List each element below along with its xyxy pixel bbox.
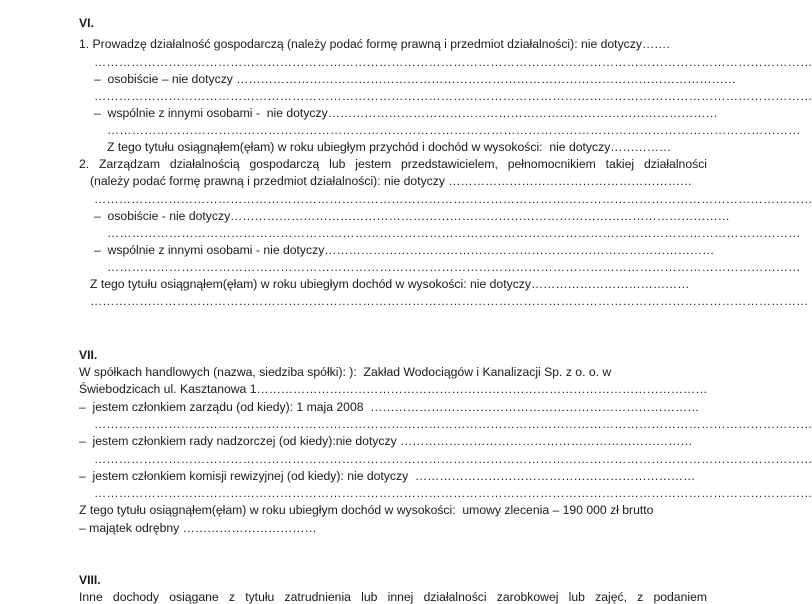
vii-income-line1: Z tego tytułu osiągnąłem(ęłam) w roku ubiegłym dochód w wysokości: umowy zlecenia – 190 000 zł brutto [79,503,654,517]
vi-q1-text: 1. Prowadzę działalność gospodarczą (należy podać formę prawną i przedmiot działalności): nie dotyczy……. [79,37,670,51]
vi-q2-osobiscie-dotted-line: …………………………………………………………………………………………………………………………………………………… [107,226,801,240]
vi-q2-income: Z tego tytułu osiągnąłem(ęłam) w roku ubiegłym dochód w wysokości: nie dotyczy………………………………… [90,277,690,291]
vi-q2-wspolnie: – wspólnie z innymi osobami - nie dotyczy…………………………………………………………………………………… [94,243,715,257]
vii-rada: – jestem członkiem rady nadzorczej (od kiedy):nie dotyczy ……………………………………………………………… [79,434,693,448]
vi-q2-text-line2: (należy podać formę prawną i przedmiot działalności): nie dotyczy …………………………………………………… [90,174,693,188]
section-vi-heading: VI. [79,16,94,30]
vi-q1-wspolnie: – wspólnie z innymi osobami - nie dotyczy…………………………………………………………………………………… [94,106,718,120]
vii-komisja-dotted-line: ………………………………………………………………………………………………………………………………………………………… [94,486,812,500]
vi-q2-dotted-line: ………………………………………………………………………………………………………………………………………………………… [94,192,812,206]
vii-komisja: – jestem członkiem komisji rewizyjnej (od kiedy): nie dotyczy …………………………………………………………… [79,469,696,483]
vi-q2-text-line1: 2. Zarządzam działalnością gospodarczą lub jestem przedstawicielem, pełnomocnikiem takiej działalności [79,157,707,171]
vi-q2-wspolnie-dotted-line: …………………………………………………………………………………………………………………………………………………… [107,260,801,274]
vii-rada-dotted-line: ………………………………………………………………………………………………………………………………………………………… [94,452,812,466]
vii-spolki-line2: Świebodzicach ul. Kasztanowa 1………………………………………………………………………………………………… [79,382,708,396]
vii-income-line2: – majątek odrębny …………………………… [79,521,317,535]
vii-spolki-line1: W spółkach handlowych (nazwa, siedziba spółki): ): Zakład Wodociągów i Kanalizacji Sp. z o. o. w [79,365,612,379]
viii-line1: Inne dochody osiągane z tytułu zatrudnienia lub innej działalności zarobkowej lub zajęć, z podaniem [79,590,707,604]
vi-q2-income-dotted-line: ………………………………………………………………………………………………………………………………………………………… [90,294,809,308]
vi-q1-dotted-line: ………………………………………………………………………………………………………………………………………………………… [94,55,812,69]
section-viii-heading: VIII. [79,573,101,587]
vi-q2-osobiscie: – osobiście - nie dotyczy…………………………………………………………………………………………………………… [94,209,730,223]
vi-q1-income: Z tego tytułu osiągnąłem(ęłam) w roku ubiegłym przychód i dochód w wysokości: nie dotyczy…………… [107,140,672,154]
section-vii-heading: VII. [79,348,98,362]
vii-zarzad: – jestem członkiem zarządu (od kiedy): 1 maja 2008 ……………………………………………………………………… [79,400,700,414]
vii-zarzad-dotted-line: ………………………………………………………………………………………………………………………………………………………… [94,417,812,431]
vi-q1-osobiscie-dotted-line: ………………………………………………………………………………………………………………………………………………………… [94,89,812,103]
vi-q1-wspolnie-dotted-line: …………………………………………………………………………………………………………………………………………………… [107,123,801,137]
vi-q1-osobiscie: – osobiście – nie dotyczy …………………………………………………………………………………………………………… [94,72,736,86]
